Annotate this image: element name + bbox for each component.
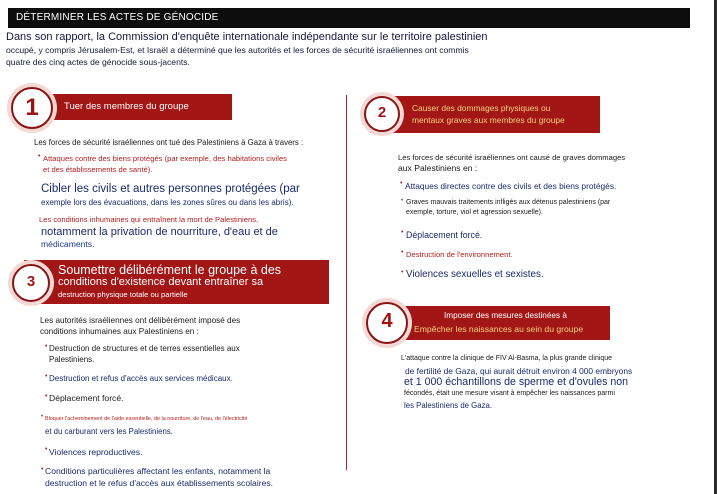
act1-title: Tuer des membres du groupe — [64, 101, 189, 112]
act4-body-line-3: et 1 000 échantillons de sperme et d'ovules non — [404, 376, 629, 388]
act1-item-3-line-3: médicaments. — [41, 239, 95, 249]
act2-banner — [370, 96, 600, 133]
act3-bullet-4: • — [41, 414, 44, 420]
act3-item-2: Destruction et refus d'accès aux services médicaux. — [49, 374, 233, 383]
act3-banner — [24, 260, 329, 304]
act2-item-2-line-1: Graves mauvais traitements infligés aux détenus palestiniens (par — [406, 199, 611, 206]
act3-number: 3 — [26, 273, 36, 290]
act3-item-6-line-1: Conditions particulières affectant les enfants, notamment la — [45, 466, 271, 476]
act1-number: 1 — [25, 94, 39, 121]
act3-item-5: Violences reproductives. — [49, 447, 143, 457]
act3-item-3: Déplacement forcé. — [49, 393, 124, 403]
act2-item-4: Destruction de l'environnement. — [406, 250, 513, 259]
act2-number-circle — [364, 96, 400, 132]
act4-banner — [378, 306, 610, 340]
act3-bullet-2: • — [45, 373, 48, 380]
act4-number: 4 — [381, 310, 393, 332]
act1-item-1-line-2: et des établissements de santé). — [43, 165, 153, 174]
act3-item-6-line-2: destruction et le refus d'accès aux établissements scolaires. — [45, 478, 274, 488]
header-title: DÉTERMINER LES ACTES DE GÉNOCIDE — [16, 12, 219, 23]
act3-title-line-3: destruction physique totale ou partielle — [58, 290, 188, 299]
act4-body-line-4: fécondés, était une mesure visant à empêcher les naissances parmi — [404, 390, 615, 397]
column-divider — [346, 95, 347, 470]
act2-item-5: Violences sexuelles et sexistes. — [406, 269, 544, 280]
act3-number-circle — [12, 264, 50, 302]
act3-title-line-2: conditions d'existence devant entraîner sa — [58, 276, 264, 288]
act1-item-2-line-2: exemple lors des évacuations, dans les zones sûres ou dans les abris). — [41, 198, 294, 207]
act2-bullet-4: • — [401, 249, 404, 256]
act4-body-line-5: les Palestiniens de Gaza. — [404, 401, 492, 410]
act4-title-line-2: Empêcher les naissances au sein du groupe — [414, 324, 584, 334]
act2-bullet-2: • — [401, 198, 404, 204]
act1-lead: Les forces de sécurité israéliennes ont tué des Palestiniens à Gaza à travers : — [34, 138, 304, 147]
act4-body-line-2: de fertilité de Gaza, qui aurait détruit environ 4 000 embryons — [405, 366, 633, 376]
act1-banner — [24, 94, 232, 120]
act2-title-line-1: Causer des dommages physiques ou — [412, 103, 551, 113]
act3-item-1-line-1: Destruction de structures et de terres essentielles aux — [49, 344, 240, 353]
act2-item-1: Attaques directes contre des civils et des biens protégés. — [405, 181, 617, 191]
act2-bullet-1: • — [400, 180, 403, 187]
act1-item-3-line-1: Les conditions inhumaines qui entraînent la mort de Palestiniens, — [39, 215, 259, 224]
act3-bullet-3: • — [45, 393, 48, 400]
act2-bullet-3: • — [401, 229, 404, 236]
act4-number-circle — [366, 302, 408, 344]
act3-lead-line-2: conditions inhumaines aux Palestiniens en : — [40, 327, 199, 336]
act1-item-2-line-1: Cibler les civils et autres personnes protégées (par — [41, 183, 300, 195]
act3-title-line-1: Soumettre délibérément le groupe à des — [58, 263, 282, 277]
act3-item-4-line-1: Bloquer l'acheminement de l'aide essentielle, de la nourriture, de l'eau, de l'électricité — [45, 416, 248, 422]
intro-line-2: occupé, y compris Jérusalem-Est, et Israël a déterminé que les autorités et les forces de sécurité israéliennes ont commis — [6, 45, 469, 55]
act2-item-2-line-2: exemple, torture, viol et agression sexuelle). — [406, 209, 543, 216]
intro-line-3: quatre des cinq actes de génocide sous-jacents. — [6, 57, 190, 67]
act1-item-3-line-2: notamment la privation de nourriture, d'eau et de — [41, 226, 278, 238]
act1-bullet-1: • — [38, 153, 41, 160]
act2-lead-line-1: Les forces de sécurité israéliennes ont causé de graves dommages — [398, 153, 626, 162]
act3-bullet-5: • — [45, 446, 48, 453]
act2-lead-line-2: aux Palestiniens en : — [398, 163, 478, 173]
act4-title-line-1: Imposer des mesures destinées à — [444, 311, 567, 320]
intro-line-1: Dans son rapport, la Commission d'enquête internationale indépendante sur le territoire palestinien — [6, 31, 488, 43]
act4-body-line-1: L'attaque contre la clinique de FIV Al-Basma, la plus grande clinique — [401, 355, 613, 362]
act2-number: 2 — [377, 104, 387, 121]
act1-item-1-line-1: Attaques contre des biens protégés (par exemple, des habitations civiles — [43, 154, 287, 163]
act2-title-line-2: mentaux graves aux membres du groupe — [412, 115, 565, 125]
act1-number-circle — [11, 87, 53, 129]
act3-lead-line-1: Les autorités israéliennes ont délibérément imposé des — [40, 316, 241, 325]
act3-bullet-1: • — [45, 343, 48, 350]
act3-item-4-line-2: et du carburant vers les Palestiniens. — [45, 427, 173, 436]
act3-bullet-6: • — [41, 466, 44, 473]
act3-item-1-line-2: Palestiniens. — [49, 355, 95, 364]
act2-bullet-5: • — [401, 269, 404, 276]
act2-item-3: Déplacement forcé. — [406, 230, 483, 240]
header-bar — [8, 8, 690, 28]
